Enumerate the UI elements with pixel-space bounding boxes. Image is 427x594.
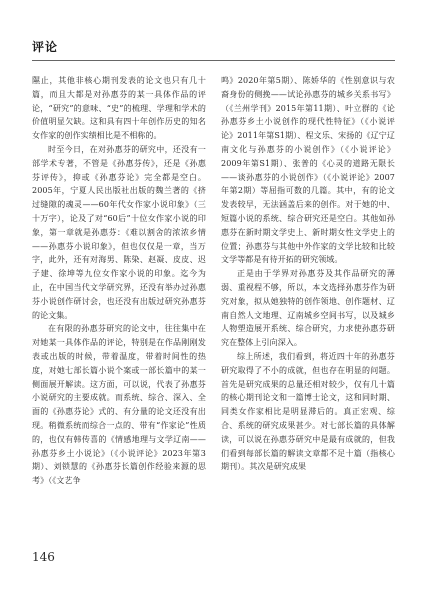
page-number: 146 [32, 550, 55, 564]
paragraph: 综上所述，我们看到，将近四十年的孙惠芬研究取得了不小的成就，但也存在明显的问题。首先是研究成果的总量还相对较少，仅有几十篇的核心期刊论文和一篇博士论文，这和同时期、同类女作家相比是明显滞后的。真正宏观、综合、系统的研究成果甚少。对七部长篇的具体解读，可以说在孙惠芬研究中是最有成就的，但我们看到每部长篇的解读文章都不足十篇（指核心期刊）。其次是研究成果 [221, 351, 395, 472]
paragraph: 鸣》2020年第5期）、陈娇华的《性别意识与农裔身份的侧挽——试论孙惠芬的城乡关系书写》（《兰州学刊》2015年第11期）、叶立群的《论孙惠芬乡土小说创作的现代性特征》（《小说评论》2011年第S1期）、程文乐、宋扬的《辽宁辽南文化与孙惠芬的小说创作》（《小说评论》2009年第S1期）、张普的《心灵的道路无限长——谈孙惠芬的小说创作》（《小说评论》2007年第2期）等屈指可数的几篇。其中，有的论文发表较早，无法涵盖后来的创作。对于她的中、短篇小说的系统、综合研究还是空白。其他如孙惠芬在新时期文学史上、新时期女性文学史上的位置；孙惠芬与其他中外作家的文学比较和比较文学等都是有待开拓的研究领域。 [221, 76, 395, 265]
right-column [221, 74, 395, 532]
paragraph: 隰止，其他非核心期刊发表的论文也只有几十篇，而且大都是对孙惠芬的某一具体作品的评论，“研究”的意味、“史”的梳理、学理和学术的价值明显欠缺。这和具有四十年创作历史的知名女作家的创作实绩相比是不相称的。 [32, 76, 206, 141]
header-divider [32, 60, 395, 61]
section-label: 评论 [32, 40, 59, 54]
left-column [32, 74, 206, 532]
paragraph: 正是由于学界对孙惠芬及其作品研究的薄弱、重视程不够，所以，本文选择孙惠芬作为研究对象，拟从她独特的创作领地、创作题材、辽南自然人文地理、辽南城乡空间书写，以及城乡人物塑造展开系统、综合研究，力求使孙惠芬研究在整体上引向深入。 [221, 269, 395, 348]
paragraph: 时至今日，在对孙惠芬的研究中，还没有一部学术专著，不管是《孙惠芬传》，还是《孙惠芬评传》，抑或《孙惠芬论》完全都是空白。2005年，宁夏人民出版社出版的魏兰著的《挤过缝隙的魂灵——60年代女作家小说印象》（三十万字），论及了对“60后”十位女作家小说的印象，第一章就是孙惠芬：《难以割舍的浓浓乡情——孙惠芬小说印象》，但也仅仅是一章，当万字，此外，还有对海男、陈染、赵凝、皮皮、迟子建、徐坤等九位女作家小说的印象。迄今为止，在中国当代文学研究界，还没有举办过孙惠芬小说创作研讨会，也还没有出版过研究孙惠芬的论文集。 [32, 144, 206, 320]
paragraph: 在有限的孙惠芬研究的论文中，往往集中在对她某一具体作品的评论，特别是在作品刚刚发表或出版的时候，带着温度，带着时间性的热度，对她七部长篇小说个案或一部长篇中的某一侧面展开解读。这方面，可以说，代表了孙惠芬小说研究的主要成就。而系统、综合、深入、全面的《孙惠芬论》式的、有分量的论文还没有出现。稍微系统而综合一点的、带有“作家论”性质的，也仅有韩传喜的《情感地理与文学辽南——孙惠芬乡土小说论》（《小说评论》2023年第3期）、刘锁慧的《孙惠芬长篇创作经验来源的思考》（《文艺争 [32, 324, 206, 486]
